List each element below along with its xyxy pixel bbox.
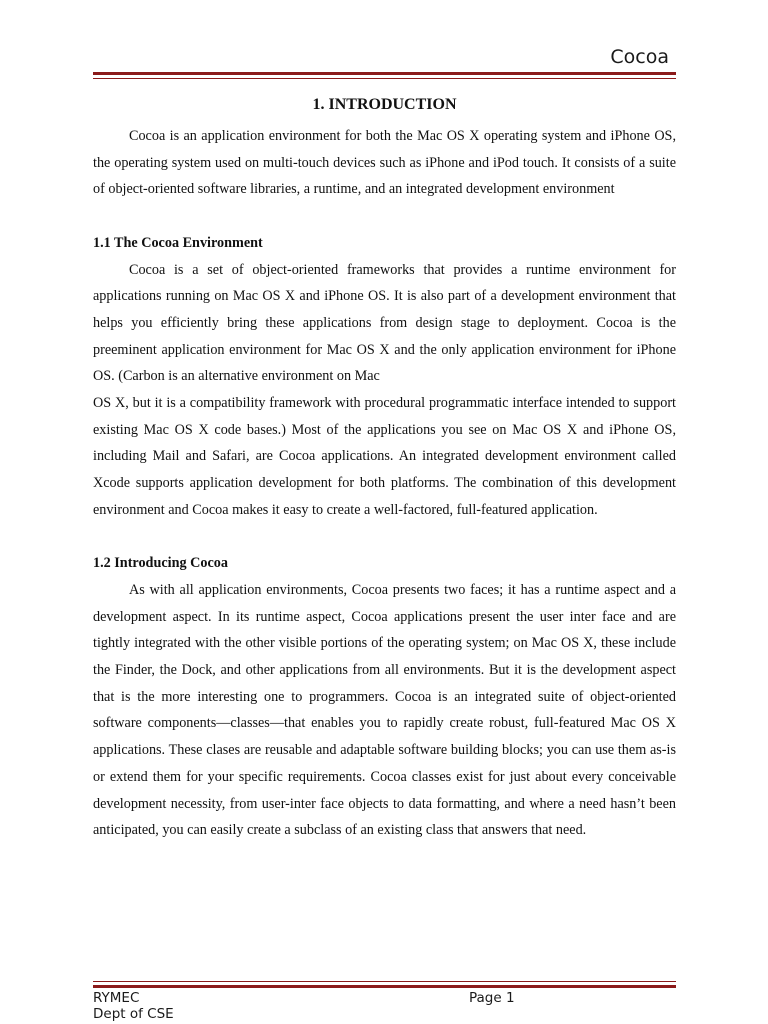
footer-institution: RYMEC <box>93 990 140 1006</box>
header-rule-thin <box>93 78 676 79</box>
page-body <box>93 91 676 844</box>
spacer <box>93 524 676 551</box>
footer-rule-thin <box>93 981 676 982</box>
footer-page-number: Page 1 <box>469 990 515 1006</box>
footer-department: Dept of CSE <box>93 1006 174 1022</box>
chapter-title: 1. INTRODUCTION <box>312 96 457 113</box>
section-heading-cocoa-environment: 1.1 The Cocoa Environment <box>93 234 263 251</box>
section-paragraph-introducing-cocoa: As with all application environments, Cocoa presents two faces; it has a runtime aspect and a development aspect. In its runtime aspect, Cocoa applications present the user inter face and are tightly integrated with the other visible portions of the operating system; on Mac OS X, these include the Finder, the Dock, and other applications from all environments. But it is the development aspect that is the more interesting one to programmers. Cocoa is an integrated suite of object-oriented software components—classes—that enables you to rapidly create robust, full-featured Mac OS X applications. These clases are reusable and adaptable software building blocks; you can use them as-is or extend them for your specific requirements. Cocoa classes exist for just about every conceivable development necessity, from user-inter face objects to data formatting, and where a need hasn’t been anticipated, you can easily create a subclass of an existing class that answers that need. <box>93 581 676 839</box>
section-paragraph-cocoa-environment-continued: OS X, but it is a compatibility framework with procedural programmatic interface intended to support existing Mac OS X code bases.) Most of the applications you see on Mac OS X and iPhone OS, including Mail and Safari, are Cocoa applications. An integrated development environment called Xcode supports application development for both platforms. The combination of this development environment and Cocoa makes it easy to create a well-factored, full-featured application. <box>93 395 676 518</box>
header-rule-thick <box>93 72 676 75</box>
section-paragraph-cocoa-environment: Cocoa is a set of object-oriented frameworks that provides a runtime environment for applications running on Mac OS X and iPhone OS. It is also part of a development environment that helps you efficiently bring these applications from design stage to deployment. Cocoa is the preeminent application environment for Mac OS X and the only application environment for iPhone OS. (Carbon is an alternative environment on Mac <box>93 261 676 385</box>
running-title: Cocoa <box>610 46 669 68</box>
spacer <box>93 203 676 230</box>
intro-paragraph: Cocoa is an application environment for both the Mac OS X operating system and iPhone OS, the operating system used on multi-touch devices such as iPhone and iPod touch. It consists of a suite of object-oriented software libraries, a runtime, and an integrated development environment <box>93 128 676 198</box>
footer-rule-thick <box>93 985 676 988</box>
section-heading-introducing-cocoa: 1.2 Introducing Cocoa <box>93 555 228 572</box>
